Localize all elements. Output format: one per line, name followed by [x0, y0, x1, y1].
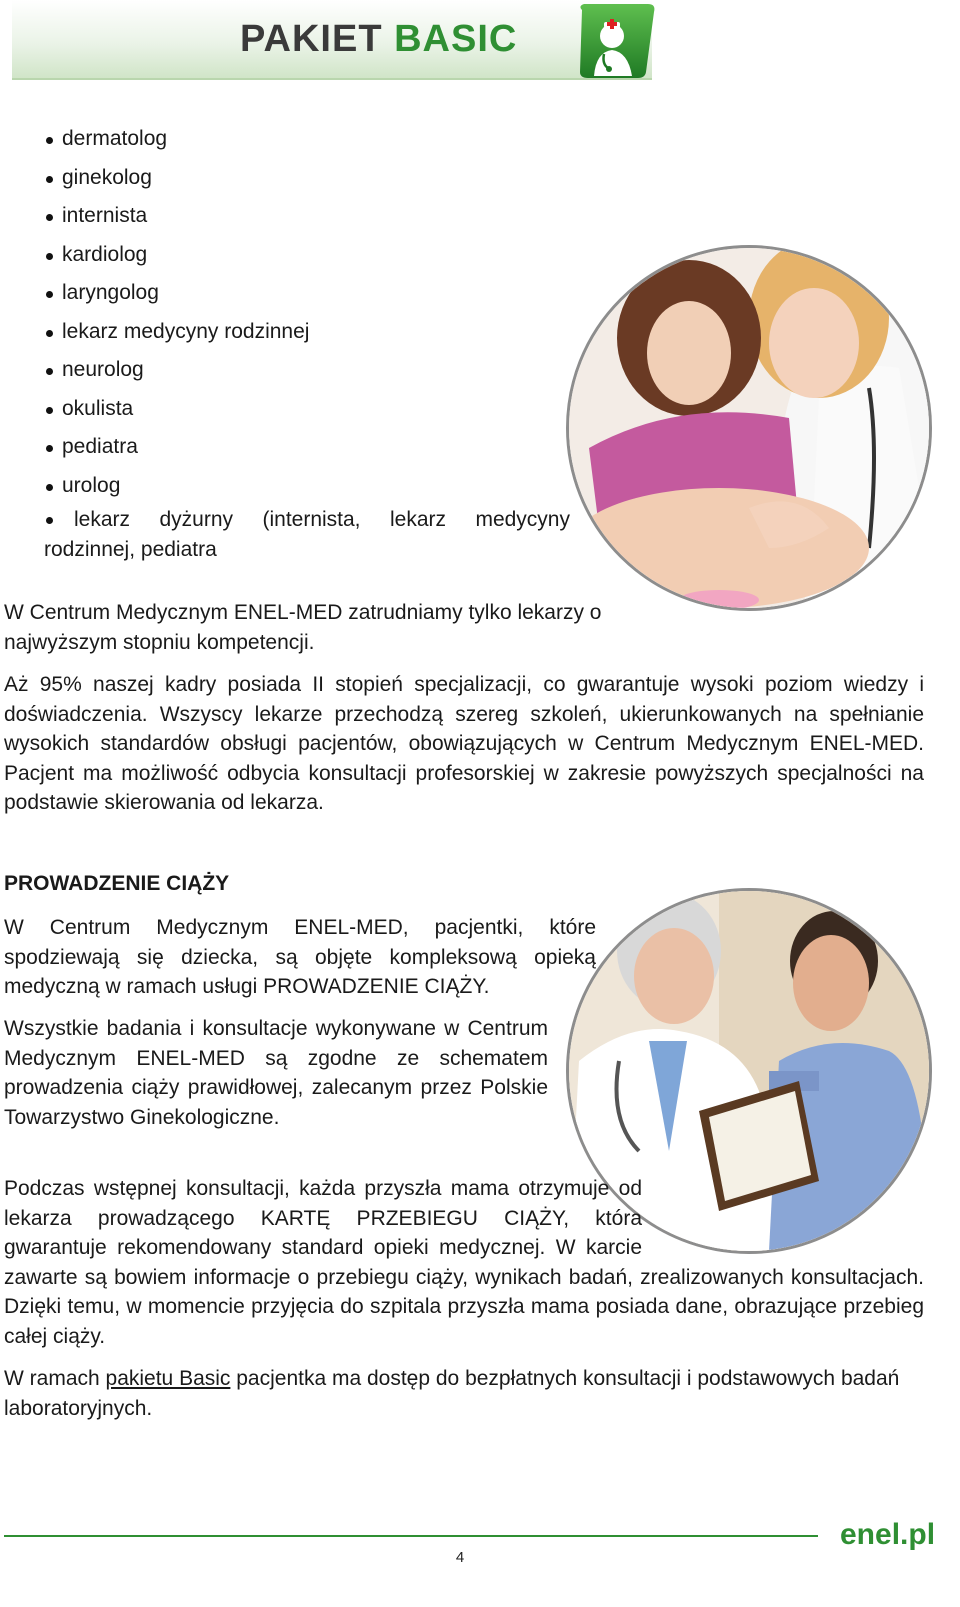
specialists-list [44, 120, 570, 565]
pregnancy-card-text: Podczas wstępnej konsultacji, każda przyszła mama otrzymuje od lekarza prowadzącego KARTĘ PRZEBIEGU CIĄŻY, która gwarantuje rekomendowany standard opieki medycznej. W karcie zawarte są bowiem informacje o przebiegu ciąży, wynikach badań, zrealizowanych konsultacjach. Dzięki temu, w momencie przyjęcia do szpitala przyszła mama posiada dane, obrazujące przebieg całej ciąży. [4, 1177, 924, 1348]
header-title-part2: BASIC [394, 18, 518, 60]
page-number: 4 [455, 1549, 465, 1566]
pregnancy-card-paragraph [4, 1174, 924, 1352]
list-item: laryngolog [44, 274, 570, 313]
basic-package-text-before: W ramach [4, 1367, 106, 1390]
list-item: pediatra [44, 428, 570, 467]
competence-paragraph: W Centrum Medycznym ENEL-MED zatrudniamy tylko lekarzy o najwyższym stopniu kompetencji. [4, 601, 602, 654]
pregnancy-intro-paragraph: W Centrum Medycznym ENEL-MED, pacjentki, które spodziewają się dziecka, są objęte kompleksową opieką medyczną w ramach usługi PROWADZENIE CIĄŻY. [4, 916, 596, 999]
list-item: kardiolog [44, 236, 570, 275]
list-item: lekarz dyżurny (internista, lekarz medycyny rodzinnej, pediatra [44, 505, 570, 565]
header-title [240, 18, 517, 61]
footer-divider [4, 1535, 818, 1537]
doctor-badge-icon [568, 2, 664, 80]
basic-package-text-after: pacjentka ma dostęp do bezpłatnych konsultacji i podstawowych badań laboratoryjnych. [4, 1367, 900, 1420]
header-banner [12, 0, 652, 80]
section-heading: PROWADZENIE CIĄŻY [4, 872, 230, 895]
pregnant-patient-illustration [569, 248, 929, 608]
basic-package-link[interactable]: pakietu Basic [105, 1367, 231, 1390]
list-item: lekarz medycyny rodzinnej [44, 313, 570, 352]
list-item: okulista [44, 390, 570, 429]
list-item: neurolog [44, 351, 570, 390]
basic-package-paragraph [4, 1364, 924, 1423]
list-item: dermatolog [44, 120, 570, 159]
list-item: urolog [44, 467, 570, 506]
header-title-part1: PAKIET [240, 18, 383, 60]
staff-paragraph: Aż 95% naszej kadry posiada II stopień specjalizacji, co gwarantuje wysoki poziom wiedzy i doświadczenia. Wszyscy lekarze przechodzą szereg szkoleń, ukierunkowanych na spełnianie wysokich standardów obsługi pacjentów, obowiązujących w Centrum Medycznym ENEL-MED. Pacjent ma możliwość odbycia konsultacji profesorskiej w zakresie powyższych specjalności na podstawie skierowania od lekarza. [4, 673, 924, 815]
pregnancy-standards-paragraph: Wszystkie badania i konsultacje wykonywane w Centrum Medycznym ENEL-MED są zgodne ze schematem prowadzenia ciąży prawidłowej, zalecanym przez Polskie Towarzystwo Ginekologiczne. [4, 1017, 548, 1129]
list-item: internista [44, 197, 570, 236]
list-item: ginekolog [44, 159, 570, 198]
footer-brand-logo: enel.pl [840, 1518, 936, 1551]
photo-wrap-spacer [642, 1174, 924, 1262]
pregnant-patient-photo [566, 245, 932, 611]
